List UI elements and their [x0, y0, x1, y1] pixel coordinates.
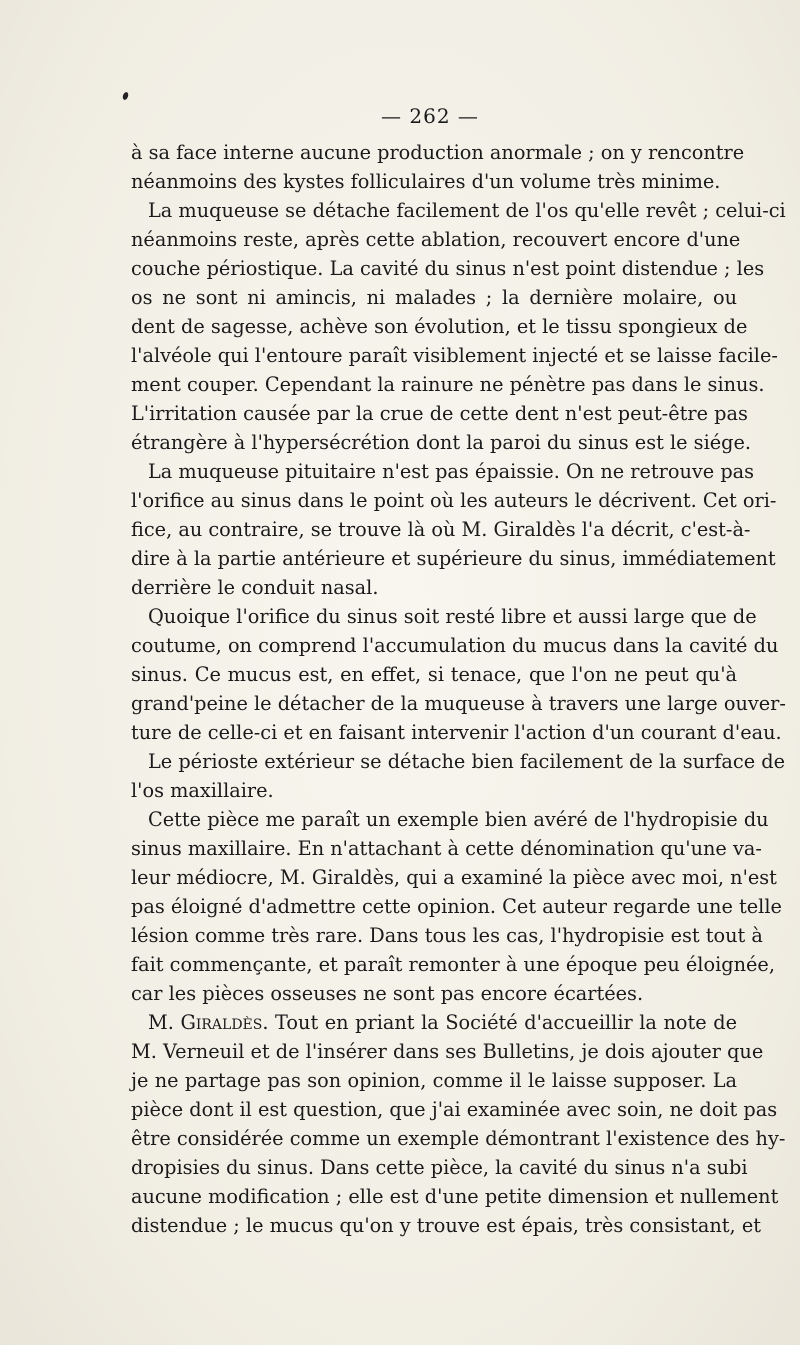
body-text	[131, 138, 786, 1240]
text-line	[131, 1008, 737, 1037]
text-line: fait commençante, et paraît remonter à une époque peu éloignée,	[131, 953, 775, 976]
text-line: étrangère à l'hypersécrétion dont la paroi du sinus est le siége.	[131, 431, 752, 454]
text-line: à sa face interne aucune production anormale ; on y rencontre	[131, 141, 745, 164]
text-line: La muqueuse se détache facilement de l'os qu'elle revêt ; celui-ci	[148, 199, 786, 222]
paragraph	[131, 457, 777, 602]
text-line: Le périoste extérieur se détache bien facilement de la surface de	[148, 750, 786, 773]
text-line: dent de sagesse, achève son évolution, et le tissu spongieux de	[131, 315, 748, 338]
text-line: M. Verneuil et de l'insérer dans ses Bulletins, je dois ajouter que	[131, 1040, 764, 1063]
text-line: derrière le conduit nasal.	[131, 576, 379, 599]
text-line: grand'peine le détacher de la muqueuse à travers une large ouver-	[131, 692, 786, 715]
text-line: l'alvéole qui l'entoure paraît visiblement injecté et se laisse facile-	[131, 344, 778, 367]
text-line: ment couper. Cependant la rainure ne pénètre pas dans le sinus.	[131, 373, 765, 396]
paragraph	[131, 747, 786, 805]
text-line: sinus. Ce mucus est, en effet, si tenace, que l'on ne peut qu'à	[131, 663, 737, 686]
text-line: leur médiocre, M. Giraldès, qui a examiné la pièce avec moi, n'est	[131, 866, 777, 889]
paragraph	[131, 196, 786, 457]
paragraph	[131, 805, 782, 1008]
text-line: dropisies du sinus. Dans cette pièce, la cavité du sinus n'a subi	[131, 1156, 748, 1179]
text-line: fice, au contraire, se trouve là où M. Giraldès l'a décrit, c'est-à-	[131, 518, 751, 541]
text-line: couche périostique. La cavité du sinus n'est point distendue ; les	[131, 257, 765, 280]
paragraph	[131, 138, 745, 196]
text-line: l'orifice au sinus dans le point où les auteurs le décrivent. Cet ori-	[131, 489, 777, 512]
page-number: — 262 —	[381, 104, 479, 128]
ink-speck	[122, 91, 129, 100]
text-line: dire à la partie antérieure et supérieure du sinus, immédiatement	[131, 547, 776, 570]
text-line: ture de celle-ci et en faisant intervenir l'action d'un courant d'eau.	[131, 721, 782, 744]
text-line: néanmoins reste, après cette ablation, recouvert encore d'une	[131, 228, 741, 251]
text-line: os ne sont ni amincis, ni malades ; la dernière molaire, ou	[131, 286, 737, 309]
paragraph	[131, 1008, 786, 1240]
text-line: La muqueuse pituitaire n'est pas épaissie. On ne retrouve pas	[148, 460, 755, 483]
speaker-name: M. Giraldès.	[148, 1011, 269, 1034]
text-line: pas éloigné d'admettre cette opinion. Cet auteur regarde une telle	[131, 895, 782, 918]
text-line: distendue ; le mucus qu'on y trouve est épais, très consistant, et	[131, 1214, 761, 1237]
text-line: car les pièces osseuses ne sont pas encore écartées.	[131, 982, 644, 1005]
text-line: sinus maxillaire. En n'attachant à cette dénomination qu'une va-	[131, 837, 762, 860]
text-line: Quoique l'orifice du sinus soit resté libre et aussi large que de	[148, 605, 757, 628]
text-line: coutume, on comprend l'accumulation du mucus dans la cavité du	[131, 634, 779, 657]
text-line: je ne partage pas son opinion, comme il le laisse supposer. La	[131, 1069, 737, 1092]
text-line-content: Tout en priant la Société d'accueillir la note de	[268, 1011, 737, 1034]
text-line: aucune modification ; elle est d'une petite dimension et nullement	[131, 1185, 779, 1208]
text-line: être considérée comme un exemple démontrant l'existence des hy-	[131, 1127, 786, 1150]
text-line: néanmoins des kystes folliculaires d'un volume très minime.	[131, 170, 721, 193]
text-line: Cette pièce me paraît un exemple bien avéré de l'hydropisie du	[148, 808, 769, 831]
paragraph	[131, 602, 786, 747]
text-line: lésion comme très rare. Dans tous les cas, l'hydropisie est tout à	[131, 924, 763, 947]
text-line: pièce dont il est question, que j'ai examinée avec soin, ne doit pas	[131, 1098, 778, 1121]
text-line: l'os maxillaire.	[131, 779, 274, 802]
text-line: L'irritation causée par la crue de cette dent n'est peut-être pas	[131, 402, 748, 425]
